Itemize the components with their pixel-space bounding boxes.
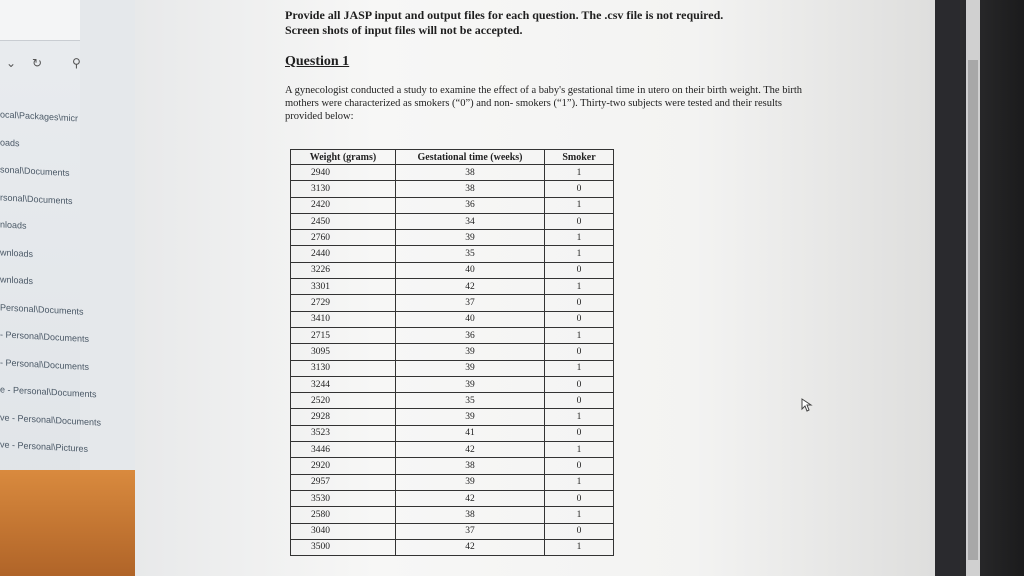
cell-gestational-time: 35 xyxy=(396,393,545,409)
document-page xyxy=(135,0,935,576)
cell-smoker: 1 xyxy=(545,539,614,555)
quick-access-item[interactable]: nloads xyxy=(0,219,27,231)
cell-weight: 2928 xyxy=(291,409,396,425)
cell-gestational-time: 38 xyxy=(396,507,545,523)
cell-gestational-time: 42 xyxy=(396,539,545,555)
cell-smoker: 0 xyxy=(545,295,614,311)
quick-access-item[interactable]: e - Personal\Documents xyxy=(0,384,97,400)
cell-weight: 3040 xyxy=(291,523,396,539)
cell-gestational-time: 39 xyxy=(396,409,545,425)
cell-weight: 3301 xyxy=(291,279,396,295)
cell-smoker: 0 xyxy=(545,213,614,229)
cell-smoker: 0 xyxy=(545,458,614,474)
cell-smoker: 1 xyxy=(545,474,614,490)
cell-weight: 2940 xyxy=(291,165,396,181)
cell-weight: 3446 xyxy=(291,442,396,458)
question-paragraph: A gynecologist conducted a study to examine the effect of a baby's gestational time in utero on their birth weight. The birth mothers were characterized as smokers (“0”) and non- smokers (“1”). Thirty-two subjects were tested and their results provided below: xyxy=(285,85,803,122)
cell-smoker: 1 xyxy=(545,409,614,425)
cell-smoker: 1 xyxy=(545,327,614,343)
quick-access-item[interactable]: Personal\Documents xyxy=(0,301,84,317)
table-row xyxy=(291,311,614,327)
data-table xyxy=(290,149,614,556)
cell-weight: 2440 xyxy=(291,246,396,262)
quick-access-item[interactable]: rsonal\Documents xyxy=(0,191,73,206)
table-header-row xyxy=(291,150,614,165)
table-row xyxy=(291,344,614,360)
table-row xyxy=(291,409,614,425)
search-icon[interactable]: ⚲ xyxy=(72,56,81,70)
cell-weight: 3130 xyxy=(291,360,396,376)
table-row xyxy=(291,246,614,262)
cell-weight: 2715 xyxy=(291,327,396,343)
cell-gestational-time: 36 xyxy=(396,327,545,343)
table-row xyxy=(291,539,614,555)
header-gestational-time: Gestational time (weeks) xyxy=(396,150,545,165)
table-row xyxy=(291,295,614,311)
quick-access-list xyxy=(0,105,140,463)
cell-gestational-time: 38 xyxy=(396,458,545,474)
table-row xyxy=(291,425,614,441)
instructions-line-1: Provide all JASP input and output files for each question. The .csv file is not required. xyxy=(285,8,724,22)
cell-gestational-time: 38 xyxy=(396,181,545,197)
cell-gestational-time: 41 xyxy=(396,425,545,441)
quick-access-item[interactable]: oads xyxy=(0,136,20,148)
table-row xyxy=(291,327,614,343)
cell-smoker: 0 xyxy=(545,523,614,539)
cell-weight: 2450 xyxy=(291,213,396,229)
table-row xyxy=(291,523,614,539)
table-row xyxy=(291,442,614,458)
document-content xyxy=(285,8,805,123)
quick-access-item[interactable]: wnloads xyxy=(0,274,34,287)
cell-smoker: 0 xyxy=(545,393,614,409)
cell-smoker: 1 xyxy=(545,279,614,295)
chevron-down-icon[interactable]: ⌄ xyxy=(6,56,17,70)
quick-access-item[interactable]: sonal\Documents xyxy=(0,164,70,178)
cell-gestational-time: 39 xyxy=(396,360,545,376)
header-weight: Weight (grams) xyxy=(291,150,396,165)
cell-weight: 3523 xyxy=(291,425,396,441)
scrollbar-thumb[interactable] xyxy=(968,60,978,560)
cell-weight: 2760 xyxy=(291,230,396,246)
header-smoker: Smoker xyxy=(545,150,614,165)
cell-gestational-time: 37 xyxy=(396,295,545,311)
cell-smoker: 1 xyxy=(545,197,614,213)
cell-smoker: 0 xyxy=(545,376,614,392)
cell-smoker: 0 xyxy=(545,344,614,360)
explorer-nav-row xyxy=(0,50,100,80)
cell-weight: 2520 xyxy=(291,393,396,409)
cell-gestational-time: 39 xyxy=(396,344,545,360)
table-body xyxy=(291,165,614,556)
cell-weight: 2420 xyxy=(291,197,396,213)
quick-access-item[interactable]: wnloads xyxy=(0,246,34,259)
cell-gestational-time: 34 xyxy=(396,213,545,229)
table-row xyxy=(291,197,614,213)
cell-smoker: 1 xyxy=(545,507,614,523)
cell-weight: 3410 xyxy=(291,311,396,327)
cell-weight: 3244 xyxy=(291,376,396,392)
table-row xyxy=(291,393,614,409)
cell-smoker: 0 xyxy=(545,425,614,441)
table-row xyxy=(291,165,614,181)
quick-access-item[interactable]: ve - Personal\Pictures xyxy=(0,439,89,454)
mouse-cursor-icon xyxy=(800,398,814,412)
cell-gestational-time: 39 xyxy=(396,376,545,392)
table-row xyxy=(291,458,614,474)
cell-gestational-time: 42 xyxy=(396,442,545,458)
cell-smoker: 0 xyxy=(545,181,614,197)
quick-access-item[interactable]: - Personal\Documents xyxy=(0,356,90,372)
cell-smoker: 0 xyxy=(545,311,614,327)
cell-weight: 2920 xyxy=(291,458,396,474)
cell-gestational-time: 42 xyxy=(396,490,545,506)
cell-gestational-time: 37 xyxy=(396,523,545,539)
cell-smoker: 0 xyxy=(545,262,614,278)
table-row xyxy=(291,490,614,506)
table-row xyxy=(291,360,614,376)
cell-gestational-time: 40 xyxy=(396,311,545,327)
cell-smoker: 1 xyxy=(545,230,614,246)
cell-gestational-time: 39 xyxy=(396,474,545,490)
quick-access-item[interactable]: ve - Personal\Documents xyxy=(0,411,102,428)
instructions-line-2: Screen shots of input files will not be accepted. xyxy=(285,23,523,37)
table-row xyxy=(291,230,614,246)
cell-weight: 3095 xyxy=(291,344,396,360)
refresh-icon[interactable]: ↻ xyxy=(32,56,43,70)
table-row xyxy=(291,279,614,295)
cell-weight: 3226 xyxy=(291,262,396,278)
question-title: Question 1 xyxy=(285,54,350,69)
table-row xyxy=(291,181,614,197)
cell-gestational-time: 38 xyxy=(396,165,545,181)
cell-weight: 2580 xyxy=(291,507,396,523)
table-row xyxy=(291,262,614,278)
cell-weight: 3530 xyxy=(291,490,396,506)
cell-gestational-time: 39 xyxy=(396,230,545,246)
table-row xyxy=(291,376,614,392)
cell-smoker: 1 xyxy=(545,442,614,458)
desktop-background-area xyxy=(0,470,135,576)
cell-gestational-time: 35 xyxy=(396,246,545,262)
cell-weight: 3130 xyxy=(291,181,396,197)
cell-smoker: 1 xyxy=(545,165,614,181)
cell-gestational-time: 36 xyxy=(396,197,545,213)
cell-weight: 3500 xyxy=(291,539,396,555)
file-explorer-panel xyxy=(0,0,150,576)
table-row xyxy=(291,213,614,229)
cell-gestational-time: 42 xyxy=(396,279,545,295)
cell-gestational-time: 40 xyxy=(396,262,545,278)
cell-smoker: 1 xyxy=(545,360,614,376)
quick-access-item[interactable]: ocal\Packages\micr xyxy=(0,109,79,124)
cell-weight: 2729 xyxy=(291,295,396,311)
quick-access-item[interactable]: - Personal\Documents xyxy=(0,329,90,344)
cell-weight: 2957 xyxy=(291,474,396,490)
cell-smoker: 0 xyxy=(545,490,614,506)
table-row xyxy=(291,474,614,490)
cell-smoker: 1 xyxy=(545,246,614,262)
table-row xyxy=(291,507,614,523)
